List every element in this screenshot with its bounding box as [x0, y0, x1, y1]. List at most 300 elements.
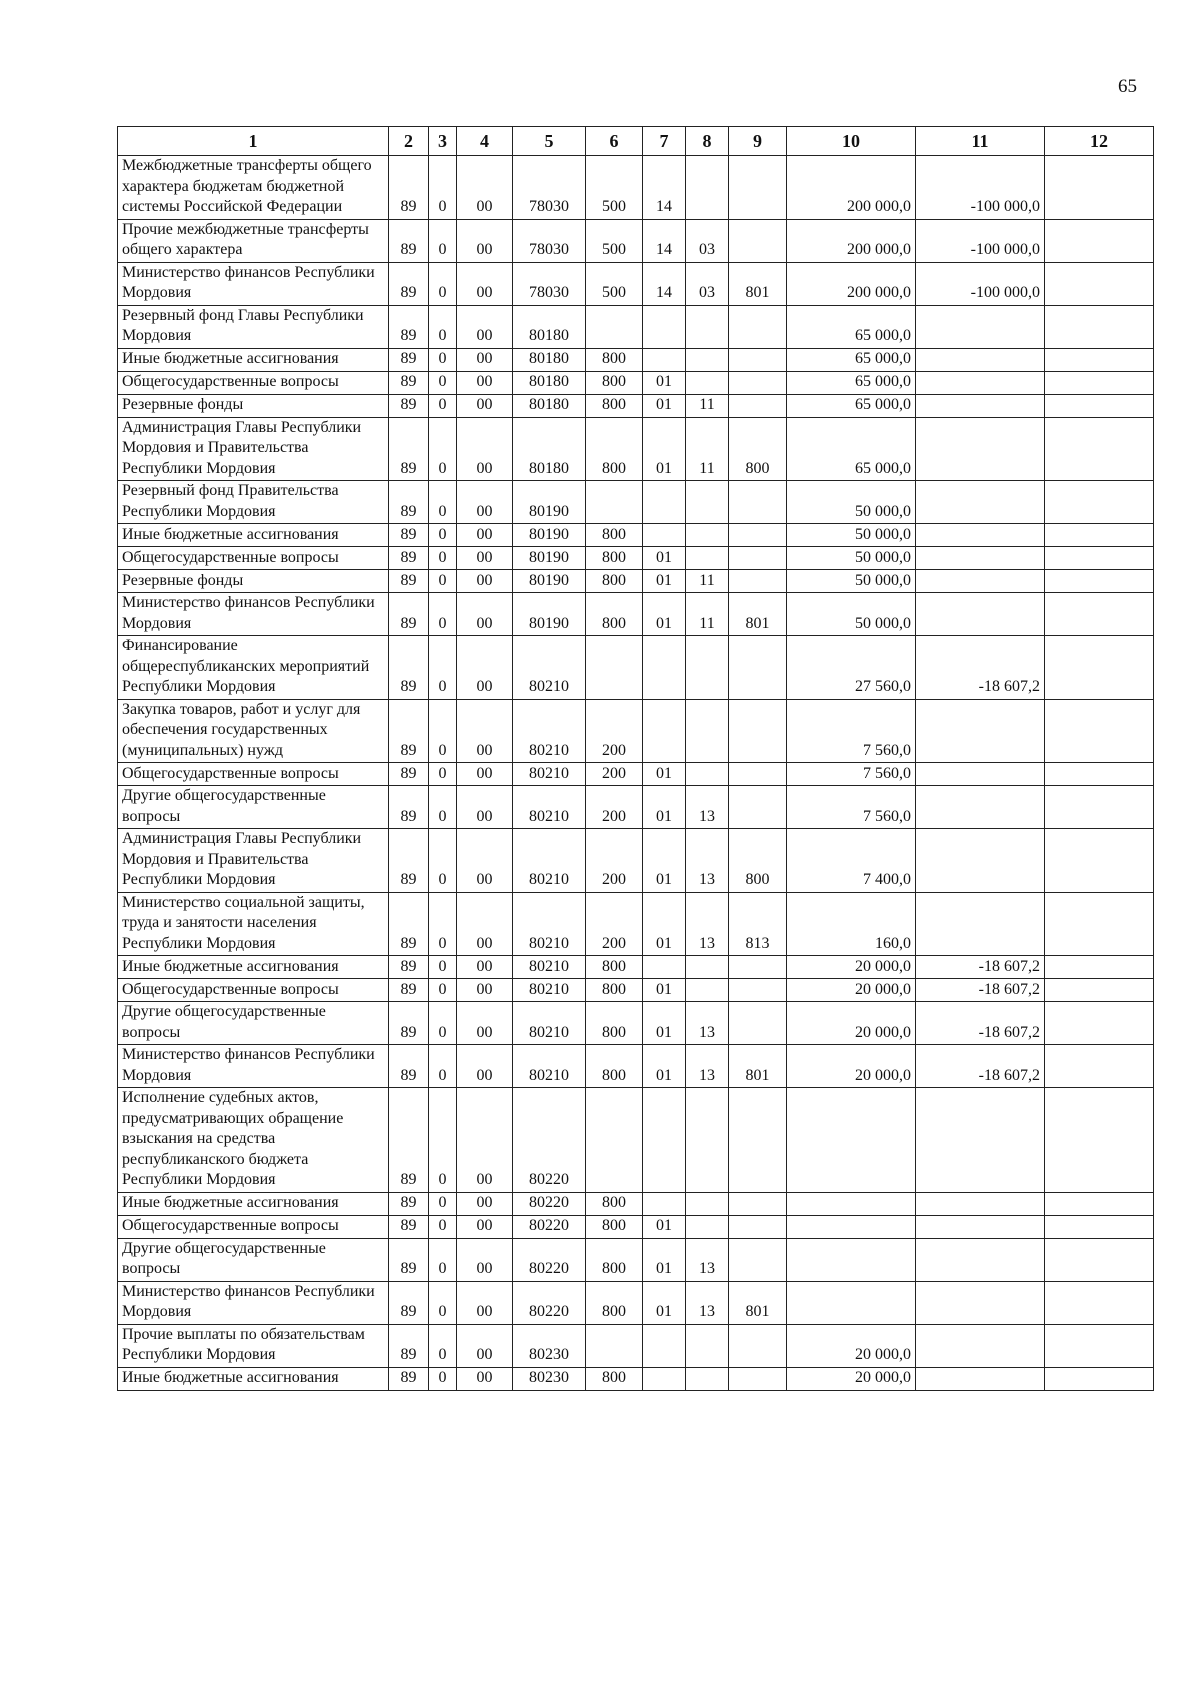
change-col-11	[916, 481, 1045, 524]
table-row	[118, 829, 1154, 893]
code-col-8	[686, 763, 729, 786]
change-col-11	[916, 786, 1045, 829]
amount-col-10: 50 000,0	[787, 593, 916, 636]
code-col-6: 800	[586, 1215, 643, 1238]
line-item-name: Другие общегосударственные вопросы	[118, 786, 389, 829]
code-col-5: 80220	[513, 1215, 586, 1238]
amount-col-10: 20 000,0	[787, 979, 916, 1002]
table-row	[118, 979, 1154, 1002]
code-col-9	[729, 1324, 787, 1367]
code-col-7: 01	[643, 829, 686, 893]
code-col-4: 00	[457, 1192, 513, 1215]
code-col-3: 0	[429, 829, 457, 893]
code-col-9	[729, 1002, 787, 1045]
table-row	[118, 394, 1154, 417]
code-col-5: 80210	[513, 636, 586, 700]
code-col-5: 80220	[513, 1238, 586, 1281]
change-col-11	[916, 547, 1045, 570]
code-col-3: 0	[429, 1045, 457, 1088]
code-col-6: 800	[586, 371, 643, 394]
line-item-name: Финансирование общереспубликанских мероприятий Республики Мордовия	[118, 636, 389, 700]
code-col-5: 80180	[513, 394, 586, 417]
table-row	[118, 417, 1154, 481]
table-row	[118, 593, 1154, 636]
code-col-2: 89	[389, 348, 429, 371]
code-col-9	[729, 636, 787, 700]
code-col-8	[686, 1324, 729, 1367]
change-col-11	[916, 348, 1045, 371]
code-col-9	[729, 547, 787, 570]
code-col-3: 0	[429, 892, 457, 956]
table-row	[118, 524, 1154, 547]
code-col-4: 00	[457, 892, 513, 956]
col-12	[1045, 1367, 1154, 1390]
col-12	[1045, 262, 1154, 305]
code-col-6: 800	[586, 570, 643, 593]
change-col-11	[916, 1367, 1045, 1390]
code-col-9	[729, 348, 787, 371]
code-col-3: 0	[429, 1002, 457, 1045]
code-col-5: 80180	[513, 371, 586, 394]
code-col-7: 14	[643, 262, 686, 305]
amount-col-10: 65 000,0	[787, 348, 916, 371]
code-col-4: 00	[457, 956, 513, 979]
code-col-8: 13	[686, 1002, 729, 1045]
code-col-6: 200	[586, 829, 643, 893]
code-col-2: 89	[389, 593, 429, 636]
code-col-4: 00	[457, 1088, 513, 1193]
col-12	[1045, 1324, 1154, 1367]
code-col-3: 0	[429, 156, 457, 220]
line-item-name: Другие общегосударственные вопросы	[118, 1002, 389, 1045]
code-col-2: 89	[389, 956, 429, 979]
line-item-name: Общегосударственные вопросы	[118, 371, 389, 394]
line-item-name: Межбюджетные трансферты общего характера бюджетам бюджетной системы Российской Федерации	[118, 156, 389, 220]
line-item-name: Резервные фонды	[118, 394, 389, 417]
code-col-8: 13	[686, 829, 729, 893]
code-col-9	[729, 763, 787, 786]
code-col-8	[686, 371, 729, 394]
code-col-4: 00	[457, 1324, 513, 1367]
code-col-9: 801	[729, 1281, 787, 1324]
col-12	[1045, 417, 1154, 481]
code-col-2: 89	[389, 1215, 429, 1238]
code-col-6: 200	[586, 892, 643, 956]
code-col-9	[729, 956, 787, 979]
code-col-9	[729, 524, 787, 547]
change-col-11	[916, 593, 1045, 636]
code-col-8	[686, 699, 729, 763]
code-col-5: 78030	[513, 156, 586, 220]
budget-table	[117, 126, 1154, 1391]
code-col-6: 800	[586, 1002, 643, 1045]
table-row	[118, 1045, 1154, 1088]
code-col-6: 200	[586, 763, 643, 786]
amount-col-10: 160,0	[787, 892, 916, 956]
code-col-7: 01	[643, 979, 686, 1002]
code-col-9	[729, 305, 787, 348]
table-row	[118, 481, 1154, 524]
col-12	[1045, 593, 1154, 636]
code-col-5: 80210	[513, 763, 586, 786]
code-col-9	[729, 1088, 787, 1193]
line-item-name: Министерство финансов Республики Мордовия	[118, 262, 389, 305]
code-col-3: 0	[429, 481, 457, 524]
code-col-6: 800	[586, 1238, 643, 1281]
code-col-8	[686, 979, 729, 1002]
change-col-11: -18 607,2	[916, 636, 1045, 700]
code-col-5: 80190	[513, 524, 586, 547]
col-12	[1045, 1238, 1154, 1281]
code-col-6	[586, 481, 643, 524]
code-col-7: 01	[643, 1045, 686, 1088]
code-col-4: 00	[457, 786, 513, 829]
code-col-4: 00	[457, 305, 513, 348]
code-col-4: 00	[457, 1238, 513, 1281]
code-col-2: 89	[389, 1367, 429, 1390]
change-col-11	[916, 763, 1045, 786]
code-col-5: 80220	[513, 1281, 586, 1324]
column-header-6: 6	[586, 127, 643, 156]
code-col-2: 89	[389, 547, 429, 570]
code-col-8	[686, 524, 729, 547]
code-col-5: 80180	[513, 305, 586, 348]
change-col-11	[916, 1215, 1045, 1238]
col-12	[1045, 1192, 1154, 1215]
code-col-2: 89	[389, 1192, 429, 1215]
code-col-3: 0	[429, 262, 457, 305]
amount-col-10	[787, 1192, 916, 1215]
column-header-9: 9	[729, 127, 787, 156]
code-col-2: 89	[389, 1002, 429, 1045]
code-col-5: 80210	[513, 892, 586, 956]
amount-col-10: 20 000,0	[787, 956, 916, 979]
code-col-7	[643, 1192, 686, 1215]
amount-col-10	[787, 1088, 916, 1193]
amount-col-10: 200 000,0	[787, 219, 916, 262]
code-col-3: 0	[429, 219, 457, 262]
table-row	[118, 547, 1154, 570]
change-col-11	[916, 1324, 1045, 1367]
code-col-7: 01	[643, 1215, 686, 1238]
col-12	[1045, 156, 1154, 220]
code-col-4: 00	[457, 547, 513, 570]
code-col-9: 800	[729, 829, 787, 893]
line-item-name: Иные бюджетные ассигнования	[118, 348, 389, 371]
code-col-7	[643, 1324, 686, 1367]
code-col-3: 0	[429, 636, 457, 700]
column-header-11: 11	[916, 127, 1045, 156]
code-col-9	[729, 699, 787, 763]
column-header-7: 7	[643, 127, 686, 156]
col-12	[1045, 786, 1154, 829]
line-item-name: Министерство финансов Республики Мордовия	[118, 1045, 389, 1088]
col-12	[1045, 547, 1154, 570]
code-col-8: 11	[686, 417, 729, 481]
line-item-name: Администрация Главы Республики Мордовия и Правительства Республики Мордовия	[118, 829, 389, 893]
code-col-5: 80210	[513, 699, 586, 763]
code-col-2: 89	[389, 979, 429, 1002]
amount-col-10: 7 560,0	[787, 699, 916, 763]
code-col-7: 01	[643, 1002, 686, 1045]
table-row	[118, 956, 1154, 979]
code-col-8: 03	[686, 219, 729, 262]
change-col-11: -18 607,2	[916, 956, 1045, 979]
code-col-5: 80180	[513, 417, 586, 481]
code-col-2: 89	[389, 371, 429, 394]
table-row	[118, 892, 1154, 956]
code-col-6: 800	[586, 394, 643, 417]
code-col-5: 80210	[513, 786, 586, 829]
code-col-8	[686, 636, 729, 700]
table-row	[118, 348, 1154, 371]
code-col-8	[686, 156, 729, 220]
col-12	[1045, 979, 1154, 1002]
line-item-name: Министерство финансов Республики Мордовия	[118, 593, 389, 636]
code-col-2: 89	[389, 699, 429, 763]
change-col-11: -100 000,0	[916, 219, 1045, 262]
code-col-6: 800	[586, 547, 643, 570]
code-col-8: 11	[686, 570, 729, 593]
amount-col-10: 65 000,0	[787, 371, 916, 394]
line-item-name: Прочие выплаты по обязательствам Республики Мордовия	[118, 1324, 389, 1367]
code-col-7: 01	[643, 394, 686, 417]
code-col-4: 00	[457, 593, 513, 636]
code-col-5: 80180	[513, 348, 586, 371]
code-col-3: 0	[429, 593, 457, 636]
line-item-name: Иные бюджетные ассигнования	[118, 1367, 389, 1390]
col-12	[1045, 219, 1154, 262]
code-col-8: 03	[686, 262, 729, 305]
code-col-7: 01	[643, 786, 686, 829]
table-row	[118, 570, 1154, 593]
code-col-7: 01	[643, 570, 686, 593]
code-col-3: 0	[429, 348, 457, 371]
code-col-8: 11	[686, 394, 729, 417]
code-col-2: 89	[389, 219, 429, 262]
code-col-8: 13	[686, 786, 729, 829]
change-col-11	[916, 305, 1045, 348]
code-col-8: 13	[686, 892, 729, 956]
code-col-4: 00	[457, 371, 513, 394]
table-row	[118, 786, 1154, 829]
code-col-2: 89	[389, 305, 429, 348]
change-col-11	[916, 699, 1045, 763]
change-col-11: -18 607,2	[916, 979, 1045, 1002]
amount-col-10: 200 000,0	[787, 262, 916, 305]
code-col-7: 01	[643, 593, 686, 636]
code-col-2: 89	[389, 156, 429, 220]
change-col-11: -100 000,0	[916, 262, 1045, 305]
code-col-8	[686, 305, 729, 348]
code-col-3: 0	[429, 763, 457, 786]
column-header-12: 12	[1045, 127, 1154, 156]
code-col-7	[643, 699, 686, 763]
code-col-2: 89	[389, 524, 429, 547]
col-12	[1045, 481, 1154, 524]
code-col-7: 01	[643, 547, 686, 570]
amount-col-10: 20 000,0	[787, 1367, 916, 1390]
col-12	[1045, 1281, 1154, 1324]
amount-col-10	[787, 1215, 916, 1238]
code-col-4: 00	[457, 481, 513, 524]
line-item-name: Прочие межбюджетные трансферты общего характера	[118, 219, 389, 262]
col-12	[1045, 956, 1154, 979]
code-col-8: 13	[686, 1238, 729, 1281]
code-col-4: 00	[457, 394, 513, 417]
change-col-11: -18 607,2	[916, 1045, 1045, 1088]
code-col-9: 800	[729, 417, 787, 481]
code-col-3: 0	[429, 699, 457, 763]
code-col-3: 0	[429, 524, 457, 547]
code-col-3: 0	[429, 371, 457, 394]
table-row	[118, 1324, 1154, 1367]
amount-col-10: 50 000,0	[787, 570, 916, 593]
code-col-3: 0	[429, 1238, 457, 1281]
column-header-2: 2	[389, 127, 429, 156]
table-row	[118, 636, 1154, 700]
code-col-2: 89	[389, 1238, 429, 1281]
code-col-4: 00	[457, 417, 513, 481]
col-12	[1045, 348, 1154, 371]
code-col-6: 800	[586, 1045, 643, 1088]
amount-col-10: 65 000,0	[787, 305, 916, 348]
code-col-9	[729, 1367, 787, 1390]
code-col-5: 80210	[513, 1045, 586, 1088]
code-col-3: 0	[429, 1367, 457, 1390]
table-row	[118, 262, 1154, 305]
code-col-9	[729, 1192, 787, 1215]
code-col-9	[729, 1238, 787, 1281]
change-col-11	[916, 371, 1045, 394]
line-item-name: Резервный фонд Главы Республики Мордовия	[118, 305, 389, 348]
code-col-6: 500	[586, 156, 643, 220]
code-col-6: 800	[586, 417, 643, 481]
code-col-2: 89	[389, 1088, 429, 1193]
code-col-7: 01	[643, 1281, 686, 1324]
col-12	[1045, 892, 1154, 956]
column-header-3: 3	[429, 127, 457, 156]
col-12	[1045, 1215, 1154, 1238]
code-col-2: 89	[389, 417, 429, 481]
change-col-11	[916, 1192, 1045, 1215]
code-col-7: 01	[643, 371, 686, 394]
code-col-4: 00	[457, 829, 513, 893]
code-col-4: 00	[457, 156, 513, 220]
line-item-name: Иные бюджетные ассигнования	[118, 1192, 389, 1215]
code-col-2: 89	[389, 262, 429, 305]
code-col-8	[686, 1088, 729, 1193]
amount-col-10: 65 000,0	[787, 394, 916, 417]
code-col-6	[586, 636, 643, 700]
code-col-9	[729, 481, 787, 524]
col-12	[1045, 1045, 1154, 1088]
code-col-4: 00	[457, 219, 513, 262]
table-row	[118, 1281, 1154, 1324]
change-col-11	[916, 1238, 1045, 1281]
code-col-2: 89	[389, 763, 429, 786]
code-col-4: 00	[457, 524, 513, 547]
col-12	[1045, 699, 1154, 763]
code-col-5: 80230	[513, 1367, 586, 1390]
column-header-1: 1	[118, 127, 389, 156]
table-row	[118, 156, 1154, 220]
table-row	[118, 1192, 1154, 1215]
code-col-7	[643, 1088, 686, 1193]
column-header-8: 8	[686, 127, 729, 156]
table-row	[118, 699, 1154, 763]
table-row	[118, 1088, 1154, 1193]
line-item-name: Министерство финансов Республики Мордовия	[118, 1281, 389, 1324]
line-item-name: Общегосударственные вопросы	[118, 547, 389, 570]
code-col-9	[729, 979, 787, 1002]
code-col-4: 00	[457, 636, 513, 700]
amount-col-10	[787, 1238, 916, 1281]
code-col-4: 00	[457, 348, 513, 371]
code-col-7	[643, 348, 686, 371]
code-col-6: 500	[586, 219, 643, 262]
code-col-9	[729, 1215, 787, 1238]
change-col-11	[916, 1088, 1045, 1193]
code-col-8	[686, 481, 729, 524]
code-col-5: 80230	[513, 1324, 586, 1367]
col-12	[1045, 829, 1154, 893]
code-col-6: 800	[586, 348, 643, 371]
code-col-6: 800	[586, 593, 643, 636]
code-col-9	[729, 371, 787, 394]
code-col-5: 80190	[513, 481, 586, 524]
code-col-3: 0	[429, 956, 457, 979]
code-col-7	[643, 956, 686, 979]
code-col-7: 01	[643, 892, 686, 956]
line-item-name: Резервные фонды	[118, 570, 389, 593]
code-col-4: 00	[457, 979, 513, 1002]
code-col-2: 89	[389, 570, 429, 593]
col-12	[1045, 763, 1154, 786]
code-col-8: 13	[686, 1281, 729, 1324]
code-col-2: 89	[389, 1045, 429, 1088]
code-col-3: 0	[429, 547, 457, 570]
code-col-9	[729, 394, 787, 417]
line-item-name: Резервный фонд Правительства Республики Мордовия	[118, 481, 389, 524]
code-col-8: 11	[686, 593, 729, 636]
code-col-8	[686, 1192, 729, 1215]
amount-col-10: 7 560,0	[787, 763, 916, 786]
code-col-8	[686, 547, 729, 570]
table-body	[118, 156, 1154, 1391]
code-col-5: 78030	[513, 262, 586, 305]
code-col-2: 89	[389, 1281, 429, 1324]
table-row	[118, 371, 1154, 394]
code-col-2: 89	[389, 1324, 429, 1367]
code-col-6	[586, 305, 643, 348]
code-col-9: 813	[729, 892, 787, 956]
col-12	[1045, 305, 1154, 348]
line-item-name: Общегосударственные вопросы	[118, 1215, 389, 1238]
code-col-7: 01	[643, 763, 686, 786]
code-col-7	[643, 524, 686, 547]
code-col-9: 801	[729, 262, 787, 305]
amount-col-10	[787, 1281, 916, 1324]
code-col-2: 89	[389, 481, 429, 524]
code-col-5: 80210	[513, 956, 586, 979]
change-col-11	[916, 1281, 1045, 1324]
code-col-9	[729, 786, 787, 829]
code-col-4: 00	[457, 1215, 513, 1238]
amount-col-10: 27 560,0	[787, 636, 916, 700]
page-number: 65	[1118, 76, 1137, 97]
code-col-8: 13	[686, 1045, 729, 1088]
